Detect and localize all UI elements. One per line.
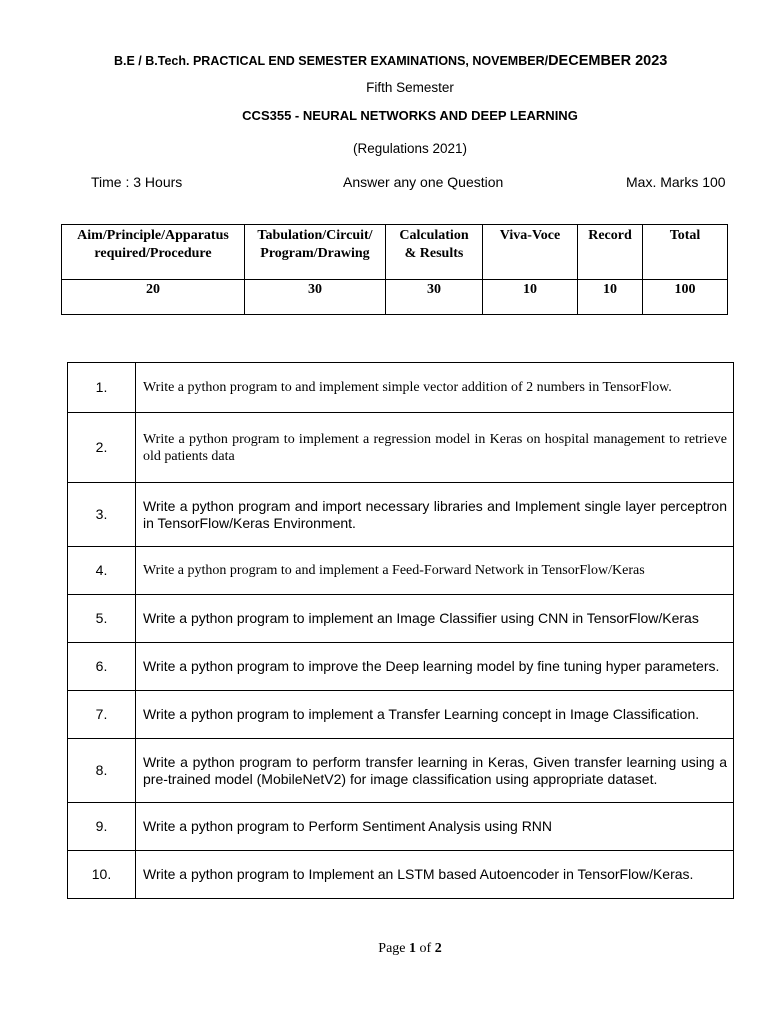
marks-value-cell: 10 xyxy=(578,280,643,315)
question-text: Write a python program to and implement a Feed-Forward Network in TensorFlow/Keras xyxy=(136,547,734,595)
question-number: 2. xyxy=(68,413,136,483)
exam-title xyxy=(114,53,667,69)
question-row xyxy=(68,803,734,851)
marks-value-cell: 10 xyxy=(483,280,578,315)
marks-header-cell: Aim/Principle/Apparatus required/Procedure xyxy=(62,225,245,280)
question-text: Write a python program to and implement simple vector addition of 2 numbers in TensorFlow. xyxy=(136,363,734,413)
exam-title-main: B.E / B.Tech. PRACTICAL END SEMESTER EXAMINATIONS, NOVEMBER/ xyxy=(114,54,549,68)
question-text: Write a python program to perform transfer learning in Keras, Given transfer learning using a pre-trained model (MobileNetV2) for image classification using appropriate dataset. xyxy=(136,739,734,803)
question-text: Write a python program and import necessary libraries and Implement single layer perceptron in TensorFlow/Keras Environment. xyxy=(136,483,734,547)
exam-title-tail: DECEMBER 2023 xyxy=(548,53,668,69)
question-number: 7. xyxy=(68,691,136,739)
question-row xyxy=(68,739,734,803)
subject-title: CCS355 - NEURAL NETWORKS AND DEEP LEARNING xyxy=(242,108,578,123)
questions-table xyxy=(67,362,734,899)
instruction: Answer any one Question xyxy=(343,174,504,190)
marks-header-cell: Calculation & Results xyxy=(386,225,483,280)
time-limit: Time : 3 Hours xyxy=(91,174,183,190)
question-text: Write a python program to Implement an LSTM based Autoencoder in TensorFlow/Keras. xyxy=(136,851,734,899)
page-of: of xyxy=(419,941,432,956)
marks-header-cell: Tabulation/Circuit/ Program/Drawing xyxy=(245,225,386,280)
marks-header-cell: Record xyxy=(578,225,643,280)
question-row xyxy=(68,595,734,643)
question-row xyxy=(68,413,734,483)
question-row xyxy=(68,851,734,899)
question-text: Write a python program to implement a regression model in Keras on hospital management to retrieve old patients data xyxy=(136,413,734,483)
question-number: 3. xyxy=(68,483,136,547)
question-number: 1. xyxy=(68,363,136,413)
question-number: 6. xyxy=(68,643,136,691)
question-text: Write a python program to Perform Sentiment Analysis using RNN xyxy=(136,803,734,851)
marks-value-cell: 100 xyxy=(643,280,728,315)
marks-value-cell: 20 xyxy=(62,280,245,315)
marks-table xyxy=(61,224,728,315)
question-number: 4. xyxy=(68,547,136,595)
question-number: 8. xyxy=(68,739,136,803)
marks-values-row xyxy=(62,280,728,315)
marks-header-cell: Total xyxy=(643,225,728,280)
marks-value-cell: 30 xyxy=(245,280,386,315)
question-text: Write a python program to improve the Deep learning model by fine tuning hyper parameters. xyxy=(136,643,734,691)
question-number: 5. xyxy=(68,595,136,643)
question-text: Write a python program to implement an Image Classifier using CNN in TensorFlow/Keras xyxy=(136,595,734,643)
question-number: 10. xyxy=(68,851,136,899)
max-marks: Max. Marks 100 xyxy=(626,174,726,190)
question-text: Write a python program to implement a Transfer Learning concept in Image Classification. xyxy=(136,691,734,739)
page-total: 2 xyxy=(434,941,442,956)
page-current: 1 xyxy=(409,941,417,956)
question-number: 9. xyxy=(68,803,136,851)
regulations: (Regulations 2021) xyxy=(352,141,468,156)
marks-header-cell: Viva-Voce xyxy=(483,225,578,280)
question-row xyxy=(68,483,734,547)
page-label: Page xyxy=(378,941,406,956)
question-row xyxy=(68,363,734,413)
page-footer xyxy=(0,941,768,957)
question-row xyxy=(68,643,734,691)
semester: Fifth Semester xyxy=(366,80,454,95)
marks-header-row xyxy=(62,225,728,280)
marks-value-cell: 30 xyxy=(386,280,483,315)
question-row xyxy=(68,691,734,739)
question-row xyxy=(68,547,734,595)
